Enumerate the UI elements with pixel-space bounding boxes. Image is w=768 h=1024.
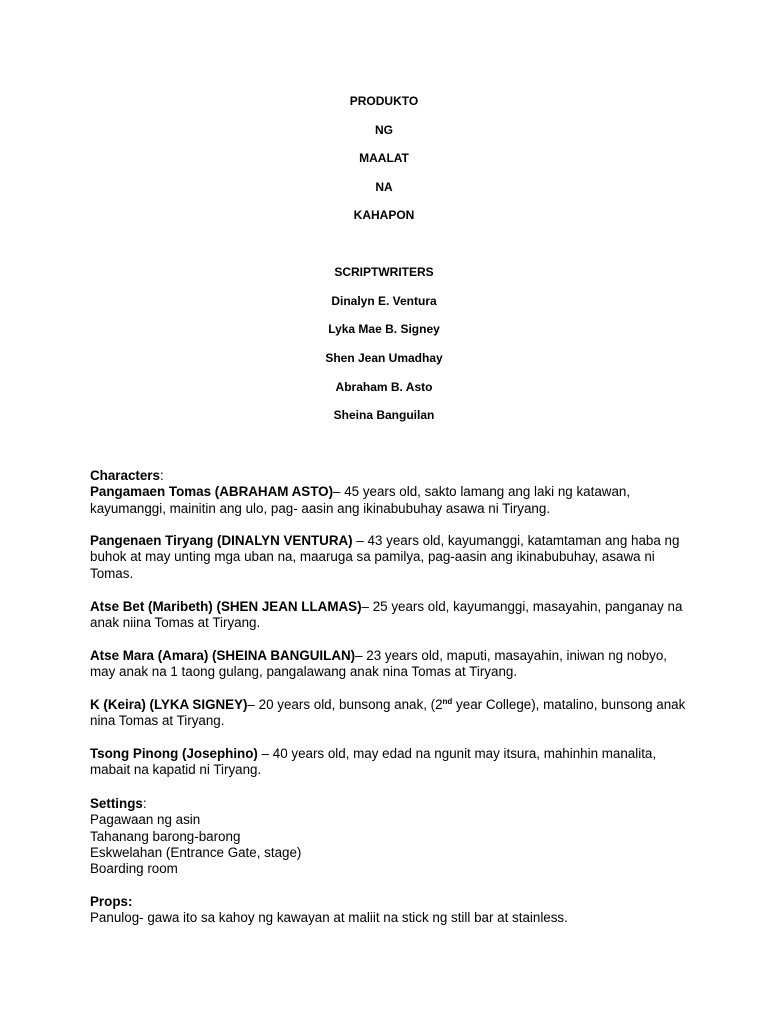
character-entry [90, 697, 690, 730]
setting-item: Boarding room [90, 861, 178, 877]
character-name: Tsong Pinong (Josephino) [90, 746, 258, 761]
characters-heading-colon: : [159, 468, 164, 483]
character-desc-before: – 20 years old, bunsong anak, (2 [247, 697, 443, 712]
character-desc: – 23 years old, maputi, masayahin, iniwan ng nobyo, may anak na 1 taong gulang, pangalawang anak nina Tomas at Tiryang. [90, 648, 668, 680]
settings-heading-label: Settings [90, 796, 143, 811]
character-entry [90, 533, 690, 582]
title-line: NG [375, 123, 393, 137]
props-text: Panulog- gawa ito sa kahoy ng kawayan at maliit na stick ng still bar at stainless. [90, 910, 568, 926]
title-line: MAALAT [359, 151, 409, 165]
character-entry [90, 648, 690, 681]
characters-section [90, 468, 690, 517]
character-desc: – 25 years old, kayumanggi, masayahin, panganay na anak niina Tomas at Tiryang. [90, 599, 683, 631]
scriptwriter-name: Lyka Mae B. Signey [328, 322, 440, 336]
props-section [90, 894, 690, 927]
ordinal-superscript: nd [442, 697, 453, 706]
character-entry [90, 599, 690, 632]
setting-item: Eskwelahan (Entrance Gate, stage) [90, 844, 302, 860]
scriptwriters-heading: SCRIPTWRITERS [334, 265, 434, 279]
setting-item: Pagawaan ng asin [90, 812, 201, 828]
props-heading: Props: [90, 894, 133, 909]
settings-heading-colon: : [142, 796, 147, 811]
character-name: Atse Bet (Maribeth) (SHEN JEAN LLAMAS) [90, 599, 362, 614]
character-name: Pangenaen Tiryang (DINALYN VENTURA) [90, 533, 353, 548]
character-name: Pangamaen Tomas (ABRAHAM ASTO) [90, 484, 334, 500]
characters-heading [90, 468, 690, 484]
character-name: Atse Mara (Amara) (SHEINA BANGUILAN) [90, 648, 356, 663]
character-entry [90, 484, 690, 517]
title-line: NA [375, 180, 393, 194]
setting-item: Tahanang barong-barong [90, 828, 241, 844]
scriptwriter-name: Shen Jean Umadhay [325, 351, 443, 365]
scriptwriter-name: Abraham B. Asto [335, 380, 433, 394]
character-desc: – 43 years old, kayumanggi, katamtaman ang haba ng buhok at may unting mga uban na, maaruga sa pamilya, pag-aasin ang ikinabubuhay, asawa ni Tomas. [90, 533, 680, 581]
settings-section [90, 796, 690, 877]
settings-heading [90, 796, 690, 812]
character-entry [90, 746, 690, 779]
character-desc: – 40 years old, may edad na ngunit may itsura, mahinhin manalita, mabait na kapatid ni Tiryang. [90, 746, 657, 778]
character-name: K (Keira) (LYKA SIGNEY) [90, 697, 248, 712]
scriptwriter-name: Sheina Banguilan [333, 408, 435, 422]
title-line: KAHAPON [353, 208, 415, 222]
character-desc-after: year College), matalino, bunsong anak nina Tomas at Tiryang. [90, 697, 686, 729]
title-line: PRODUKTO [349, 94, 419, 108]
scriptwriter-name: Dinalyn E. Ventura [331, 294, 437, 308]
characters-heading-label: Characters [90, 468, 160, 483]
character-desc: – 45 years old, sakto lamang ang laki ng katawan, kayumanggi, mainitin ang ulo, pag- aasin ang ikinabubuhay asawa ni Tiryang. [90, 484, 631, 516]
